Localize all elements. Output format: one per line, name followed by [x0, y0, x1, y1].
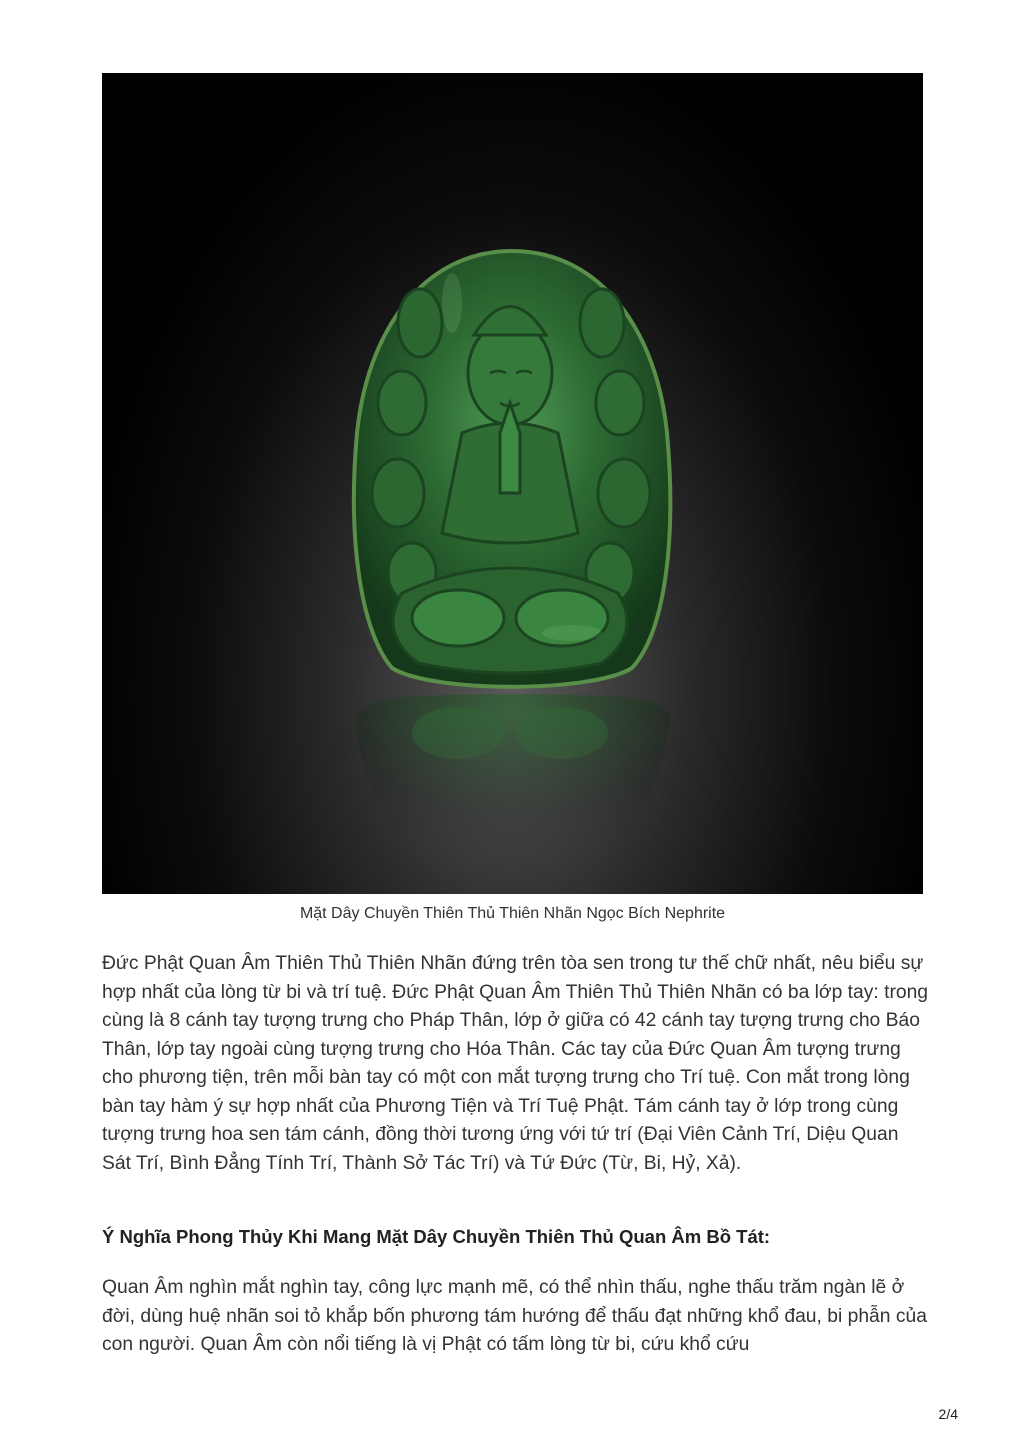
pendant-reflection [356, 694, 671, 893]
jade-pendant-illustration [102, 73, 923, 894]
section-heading: Ý Nghĩa Phong Thủy Khi Mang Mặt Dây Chuyền Thiên Thủ Quan Âm Bồ Tát: [102, 1226, 771, 1247]
image-caption: Mặt Dây Chuyền Thiên Thủ Thiên Nhãn Ngọc Bích Nephrite [299, 905, 726, 922]
page-number: 2/4 [938, 1406, 958, 1422]
jade-pendant-photo [102, 73, 923, 894]
body-paragraph-2: Quan Âm nghìn mắt nghìn tay, công lực mạnh mẽ, có thể nhìn thấu, nghe thấu trăm ngàn lẽ ở đời, dùng huệ nhãn soi tỏ khắp bốn phương tám hướng để thấu đạt những khổ đau, bi phẫn của con người. Quan Âm còn nổi tiếng là vị Phật có tấm lòng từ bi, cứu khổ cứu [102, 1277, 927, 1355]
body-paragraph-1: Đức Phật Quan Âm Thiên Thủ Thiên Nhãn đứng trên tòa sen trong tư thế chữ nhất, nêu biểu sự hợp nhất của lòng từ bi và trí tuệ. Đức Phật Quan Âm Thiên Thủ Thiên Nhãn có ba lớp tay: trong cùng là 8 cánh tay tượng trưng cho Pháp Thân, lớp ở giữa có 42 cánh tay tượng trưng cho Báo Thân, lớp tay ngoài cùng tượng trưng cho Hóa Thân. Các tay của Đức Quan Âm tượng trưng cho phương tiện, trên mỗi bàn tay có một con mắt tượng trưng cho Trí tuệ. Con mắt trong lòng bàn tay hàm ý sự hợp nhất của Phương Tiện và Trí Tuệ Phật. Tám cánh tay ở lớp trong cùng tượng trưng hoa sen tám cánh, đồng thời tương ứng với tứ trí (Đại Viên Cảnh Trí, Diệu Quan Sát Trí, Bình Đẳng Tính Trí, Thành Sở Tác Trí) và Tứ Đức (Từ, Bi, Hỷ, Xả). [102, 953, 929, 1174]
